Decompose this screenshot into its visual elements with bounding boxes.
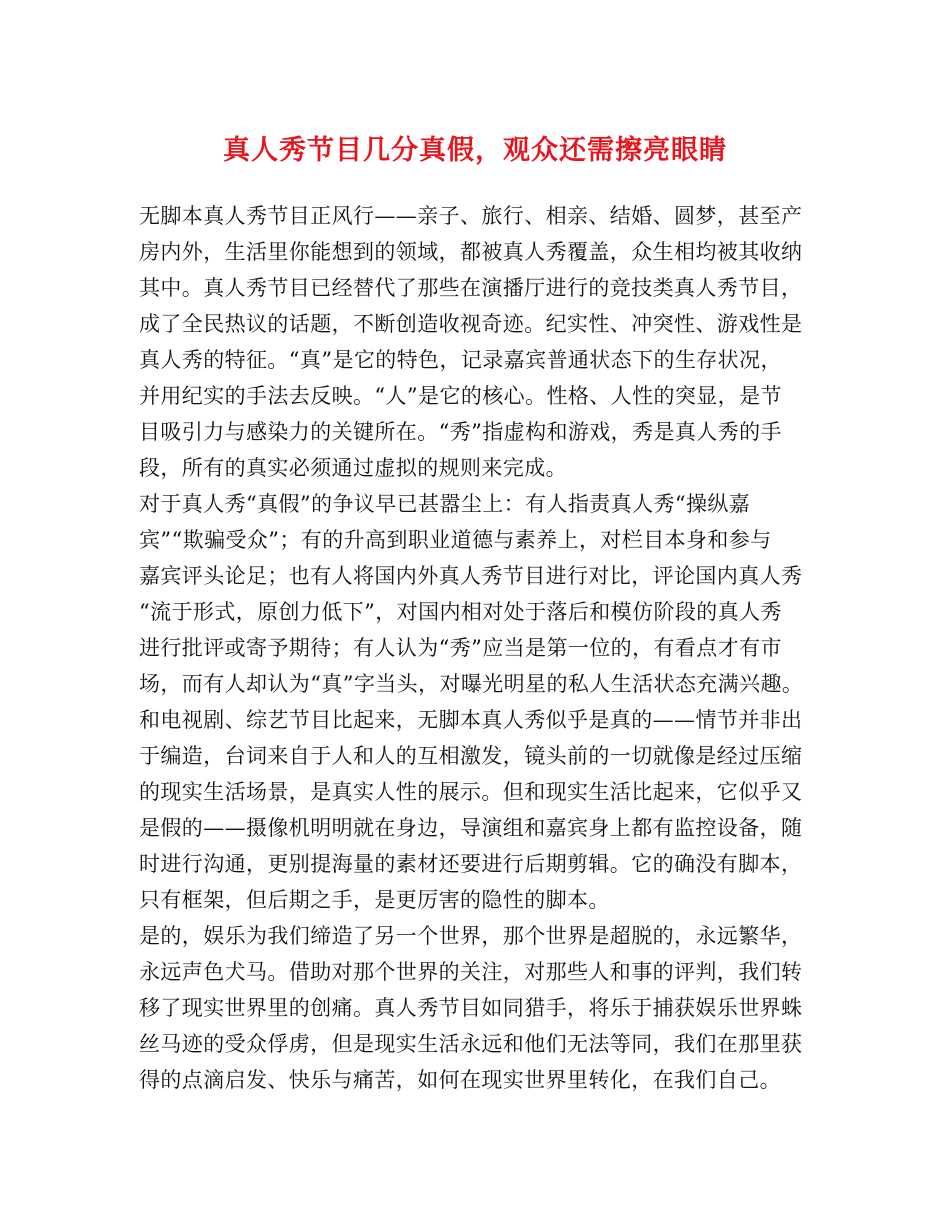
body-line: 丝马迹的受众俘虏，但是现实生活永远和他们无法等同，我们在那里获 [139,1032,803,1056]
body-line: 只有框架，但后期之手，是更厉害的隐性的脚本。 [139,888,610,912]
body-line: 其中。真人秀节目已经替代了那些在演播厅进行的竞技类真人秀节目， [139,276,803,300]
body-line: 段，所有的真实必须通过虚拟的规则来完成。 [139,456,567,480]
body-line: 成了全民热议的话题，不断创造收视奇迹。纪实性、冲突性、游戏性是 [139,312,803,336]
body-line: 并用纪实的手法去反映。“人”是它的核心。性格、人性的突显，是节 [139,384,782,408]
body-line: 无脚本真人秀节目正风行——亲子、旅行、相亲、结婚、圆梦，甚至产 [139,204,803,228]
body-line: 房内外，生活里你能想到的领域，都被真人秀覆盖，众生相均被其收纳 [139,240,803,264]
body-line: 场，而有人却认为“真”字当头，对曝光明星的私人生活状态充满兴趣。 [139,672,804,696]
body-line: “流于形式，原创力低下”，对国内相对处于落后和模仿阶段的真人秀 [139,600,782,624]
body-line: 嘉宾评头论足；也有人将国内外真人秀节目进行对比，评论国内真人秀 [139,564,803,588]
body-line: 得的点滴启发、快乐与痛苦，如何在现实世界里转化，在我们自己。 [139,1068,781,1092]
body-line: 时进行沟通，更别提海量的素材还要进行后期剪辑。它的确没有脚本， [139,852,803,876]
body-line: 的现实生活场景，是真实人性的展示。但和现实生活比起来，它似乎又 [139,780,803,804]
body-line: 宾”“欺骗受众”；有的升高到职业道德与素养上，对栏目本身和参与 [139,528,772,552]
body-line: 对于真人秀“真假”的争议早已甚嚣尘上：有人指责真人秀“操纵嘉 [139,492,751,516]
body-line: 目吸引力与感染力的关键所在。“秀”指虚构和游戏，秀是真人秀的手 [139,420,782,444]
body-line: 真人秀的特征。“真”是它的特色，记录嘉宾普通状态下的生存状况， [139,348,782,372]
body-line: 进行批评或寄予期待；有人认为“秀”应当是第一位的，有看点才有市 [139,636,782,660]
body-line: 移了现实世界里的创痛。真人秀节目如同猎手，将乐于捕获娱乐世界蛛 [139,996,803,1020]
body-line: 于编造，台词来自于人和人的互相激发，镜头前的一切就像是经过压缩 [139,744,803,768]
document-title: 真人秀节目几分真假，观众还需擦亮眼睛 [223,135,727,166]
document-body [139,198,839,1098]
body-line: 是的，娱乐为我们缔造了另一个世界，那个世界是超脱的，永远繁华， [139,924,803,948]
body-line: 永远声色犬马。借助对那个世界的关注，对那些人和事的评判，我们转 [139,960,803,984]
body-line: 和电视剧、综艺节目比起来，无脚本真人秀似乎是真的——情节并非出 [139,708,803,732]
body-line: 是假的——摄像机明明就在身边，导演组和嘉宾身上都有监控设备，随 [139,816,803,840]
